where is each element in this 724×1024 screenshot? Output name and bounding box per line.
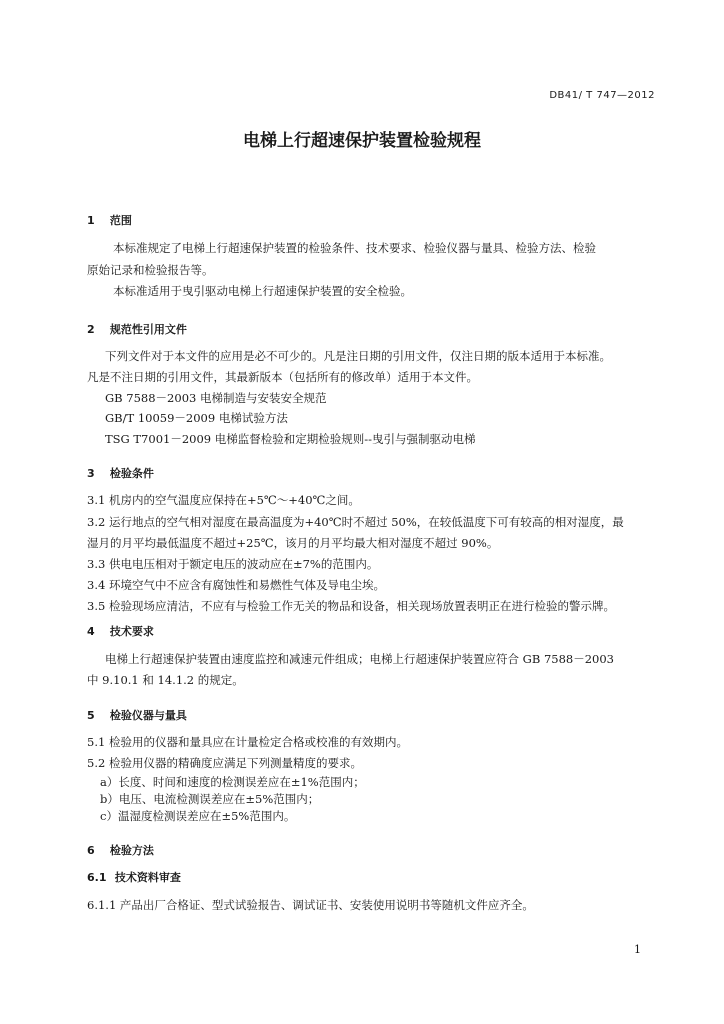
paragraph-line: 中 9.10.1 和 14.1.2 的规定。: [87, 673, 244, 687]
clause-item: 6.1.1 产品出厂合格证、型式试验报告、调试证书、安装使用说明书等随机文件应齐全。: [87, 898, 534, 912]
reference-item: TSG T7001－2009 电梯监督检验和定期检验规则--曳引与强制驱动电梯: [105, 432, 476, 446]
paragraph-line: 本标准适用于曳引驱动电梯上行超速保护装置的安全检验。: [113, 284, 412, 298]
section-number: 4: [87, 625, 95, 638]
section-title: 检验条件: [109, 467, 154, 480]
list-item: c）温湿度检测误差应在±5%范围内。: [100, 809, 296, 823]
clause-item: 3.2 运行地点的空气相对湿度在最高温度为+40℃时不超过 50%，在较低温度下可有较高的相对湿度，最: [87, 515, 624, 529]
section-number: 5: [87, 709, 95, 722]
section-number: 3: [87, 467, 95, 480]
subsection-6-1-heading: [87, 869, 181, 885]
reference-item: GB/T 10059－2009 电梯试验方法: [105, 411, 288, 425]
clause-item: 3.3 供电电压相对于额定电压的波动应在±7%的范围内。: [87, 557, 379, 571]
section-number: 1: [87, 214, 95, 227]
list-item: a）长度、时间和速度的检测误差应在±1%范围内；: [100, 775, 365, 789]
paragraph-line: 原始记录和检验报告等。: [87, 263, 214, 277]
list-item: b）电压、电流检测误差应在±5%范围内；: [100, 792, 320, 806]
section-title: 检验方法: [109, 844, 154, 857]
section-1-heading: [87, 212, 132, 228]
section-title: 技术要求: [109, 625, 154, 638]
clause-item: 3.4 环境空气中不应含有腐蚀性和易燃性气体及导电尘埃。: [87, 578, 385, 592]
section-title: 检验仪器与量具: [109, 709, 187, 722]
paragraph-line: 电梯上行超速保护装置由速度监控和减速元件组成；电梯上行超速保护装置应符合 GB 7588－2003: [105, 652, 614, 666]
reference-item: GB 7588－2003 电梯制造与安装安全规范: [105, 391, 327, 405]
section-number: 6: [87, 844, 95, 857]
section-6-heading: [87, 842, 154, 858]
section-2-heading: [87, 321, 187, 337]
section-3-heading: [87, 465, 154, 481]
section-title: 范围: [109, 214, 132, 227]
subsection-number: 6.1: [87, 871, 107, 884]
paragraph-line: 凡是不注日期的引用文件，其最新版本（包括所有的修改单）适用于本文件。: [87, 370, 478, 384]
clause-item: 5.2 检验用仪器的精确度应满足下列测量精度的要求。: [87, 756, 362, 770]
subsection-title: 技术资料审查: [114, 871, 181, 884]
section-5-heading: [87, 707, 187, 723]
clause-item: 湿月的月平均最低温度不超过+25℃，该月的月平均最大相对湿度不超过 90%。: [87, 536, 499, 550]
section-number: 2: [87, 323, 95, 336]
paragraph-line: 下列文件对于本文件的应用是必不可少的。凡是注日期的引用文件，仅注日期的版本适用于本标准。: [105, 349, 611, 363]
section-4-heading: [87, 623, 154, 639]
document-title: 电梯上行超速保护装置检验规程: [243, 131, 481, 151]
clause-item: 3.5 检验现场应清洁，不应有与检验工作无关的物品和设备，相关现场放置表明正在进行检验的警示牌。: [87, 599, 615, 613]
section-title: 规范性引用文件: [109, 323, 187, 336]
standard-code: DB41/ T 747—2012: [549, 90, 655, 101]
page-number: 1: [634, 943, 641, 956]
paragraph-line: 本标准规定了电梯上行超速保护装置的检验条件、技术要求、检验仪器与量具、检验方法、检验: [113, 241, 596, 255]
clause-item: 3.1 机房内的空气温度应保持在+5℃～+40℃之间。: [87, 493, 360, 507]
clause-item: 5.1 检验用的仪器和量具应在计量检定合格或校准的有效期内。: [87, 735, 408, 749]
